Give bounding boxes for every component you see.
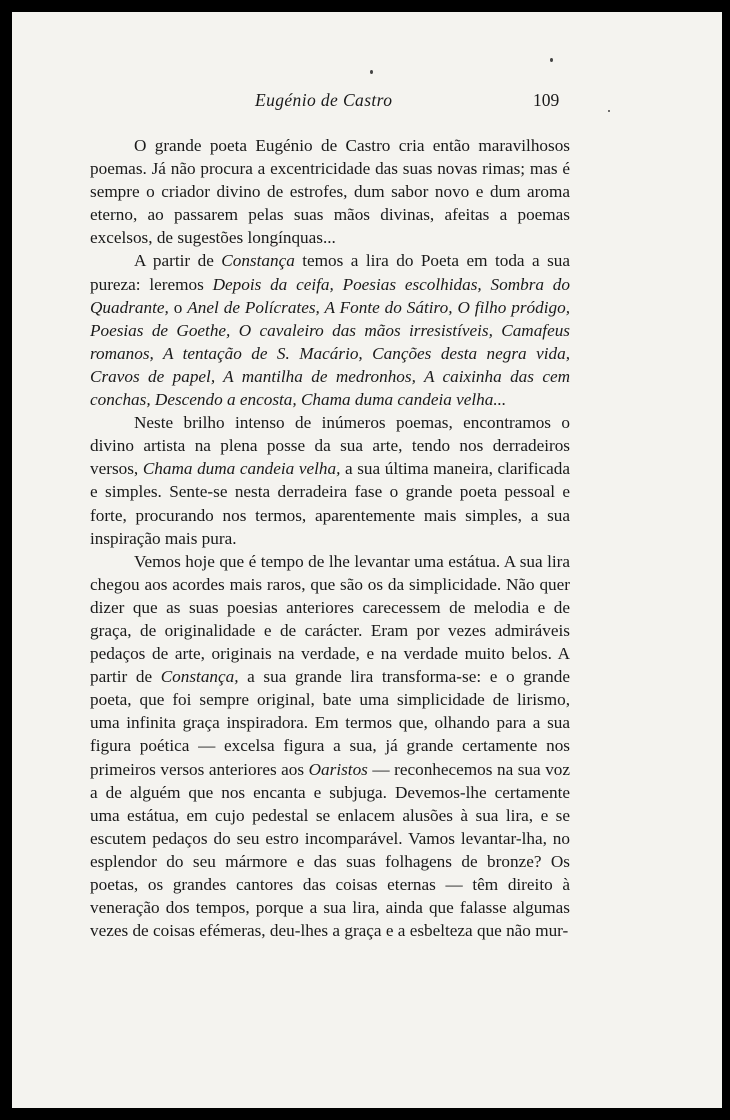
page-header bbox=[12, 90, 722, 114]
running-title: Eugénio de Castro bbox=[255, 90, 393, 110]
text-segment: a sua grande lira transforma-se: e o grande poeta, que foi sempre original, bate uma simplicidade de lirismo, uma infinita graça inspiradora. Em termos que, olhando para a sua figura poética — excelsa figura a sua, já grande certamente nos primeiros versos anteriores aos bbox=[90, 667, 570, 779]
text-segment: Neste brilho intenso de inúmeros poemas, encontramos o divino artista na plena posse da sua arte, tendo nos derradeiros versos, bbox=[90, 413, 570, 479]
body-text bbox=[90, 134, 570, 942]
paragraph bbox=[90, 134, 570, 249]
italic-title-segment: Depois da ceifa, Poesias escolhidas, Sombra do Quadrante, bbox=[90, 274, 570, 317]
text-segment: temos a lira do Poeta em toda a sua pureza: leremos bbox=[90, 251, 571, 294]
italic-title-segment: Constança bbox=[221, 251, 295, 271]
page-number: 109 bbox=[533, 90, 560, 110]
ink-speck bbox=[608, 110, 610, 112]
ink-speck bbox=[370, 70, 373, 74]
italic-title-segment: Chama duma candeia velha, bbox=[142, 459, 341, 479]
text-segment: a sua última maneira, clarificada e simples. Sente-se nesta derradeira fase o grande poeta pessoal e forte, procurando nos termos, aparentemente mais simples, a sua inspiração mais pura. bbox=[90, 459, 570, 548]
book-page bbox=[12, 12, 722, 1108]
paragraph bbox=[90, 249, 570, 411]
text-segment: Vemos hoje que é tempo de lhe levantar uma estátua. A sua lira chegou aos acordes mais raros, que são os da simplicidade. Não quer dizer que as suas poesias anteriores carecessem de melodia e de graça, de originalidade e de carácter. Eram por vezes admiráveis pedaços de arte, originais na verdade, e na verdade muito belos. A partir de bbox=[90, 551, 570, 687]
text-segment: o bbox=[168, 297, 188, 317]
italic-title-segment: Anel de Polícrates, A Fonte do Sátiro, O filho pródigo, Poesias de Goethe, O cavaleiro das mãos irresistíveis, Camafeus romanos, A tentação de S. Macário, Canções desta negra vida, Cravos de papel, A mantilha de medronhos, A caixinha das cem conchas, Descendo a encosta, Chama duma candeia velha... bbox=[90, 297, 570, 410]
paragraph bbox=[90, 550, 570, 943]
italic-title-segment: Oaristos bbox=[308, 759, 368, 779]
paragraph bbox=[90, 411, 570, 550]
text-segment: A partir de bbox=[134, 251, 222, 271]
ink-speck bbox=[550, 58, 553, 62]
text-segment: — reconhecemos na sua voz a de alguém que nos encanta e subjuga. Devemos-lhe certamente uma estátua, em cujo pedestal se enlacem alusões à sua lira, e se escutem pedaços do seu estro incomparável. Vamos levantar-lha, no esplendor do seu mármore e das suas folhagens de bronze? Os poetas, os grandes cantores das coisas eternas — têm direito à veneração dos tempos, porque a sua lira, ainda que falasse algumas vezes de coisas efémeras, deu-lhes a graça e a esbelteza que não mur- bbox=[90, 759, 571, 941]
text-segment: O grande poeta Eugénio de Castro cria então maravilhosos poemas. Já não procura a excentricidade das suas novas rimas; mas é sempre o criador divino de estrofes, dum sabor novo e dum aroma eterno, ao passarem pelas suas mãos divinas, afeitas a poemas excelsos, de sugestões longínquas... bbox=[90, 136, 570, 248]
italic-title-segment: Constança, bbox=[160, 667, 239, 687]
